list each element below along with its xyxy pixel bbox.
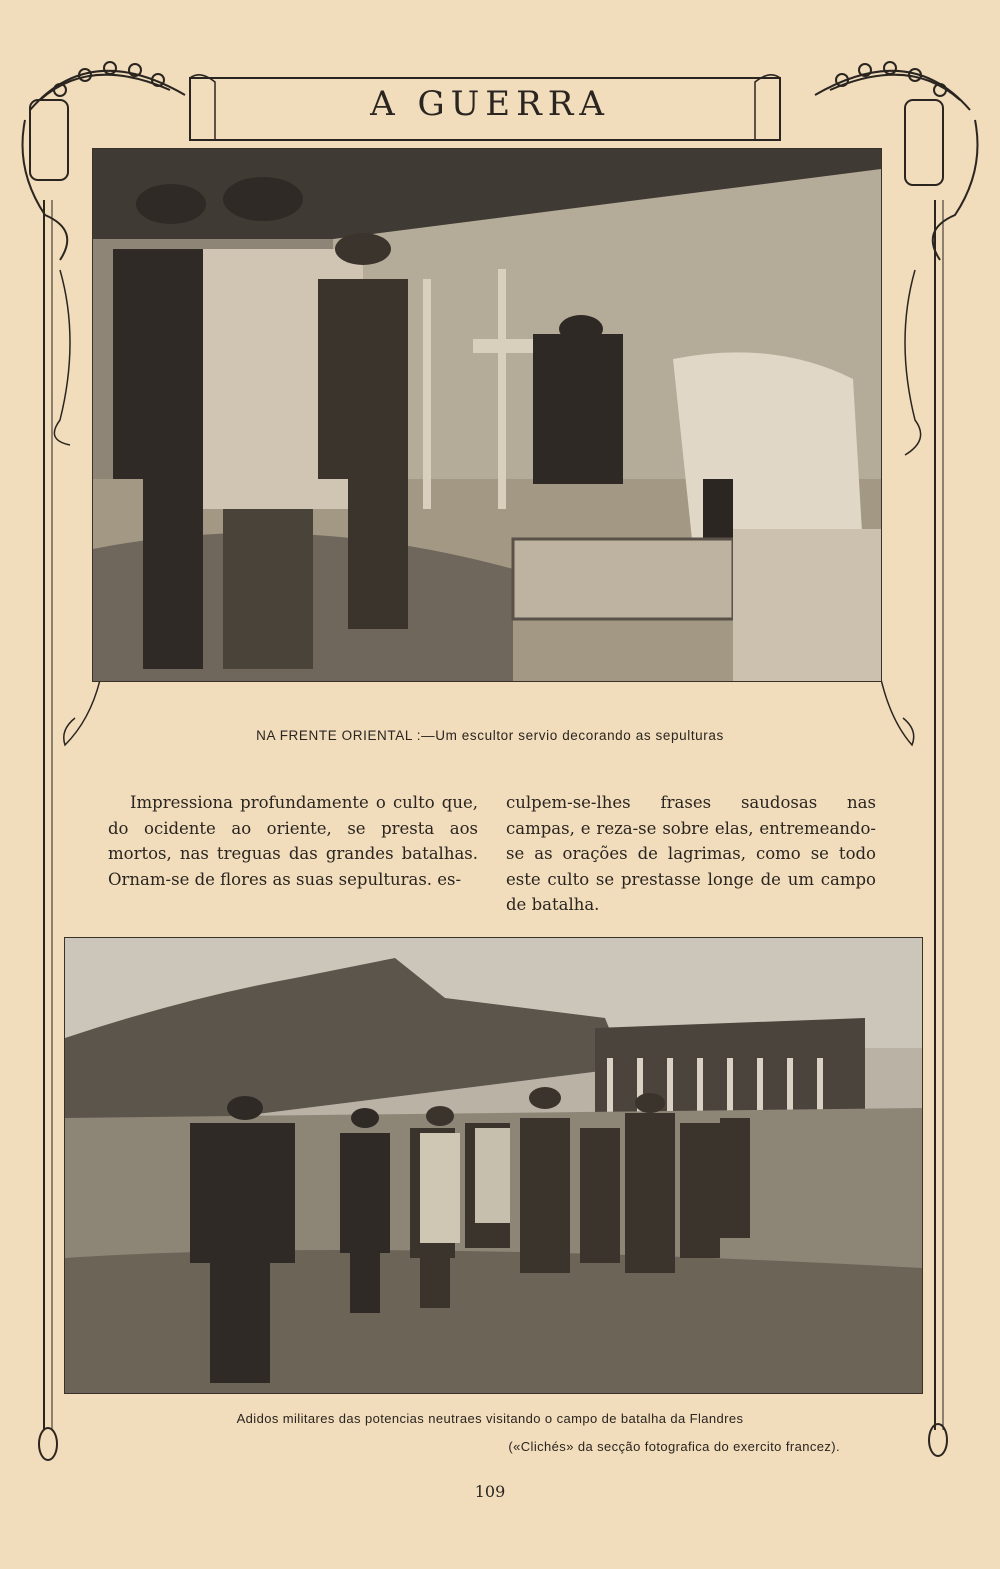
finial-right-icon: [929, 1424, 947, 1456]
photo-top-caption: NA FRENTE ORIENTAL :—Um escultor servio decorando as sepulturas: [256, 728, 724, 743]
photo-military-attaches-flanders: [64, 937, 923, 1394]
photo-credit: («Clichés» da secção fotografica do exercito francez).: [508, 1439, 840, 1454]
finial-left-icon: [39, 1428, 57, 1460]
article-right-column: culpem-se-lhes frases saudosas nas campas, e reza-se sobre elas, entremeando-se as orações de lagrimas, como se todo este culto se prestasse longe de um campo de batalha.: [506, 793, 876, 914]
page-number: 109: [474, 1482, 506, 1501]
photo-bottom-caption: Adidos militares das potencias neutraes visitando o campo de batalha da Flandres: [236, 1411, 744, 1426]
article-left-column: Impressiona profundamente o culto que, do ocidente ao oriente, se presta aos mortos, nas treguas das grandes batalhas. Ornam-se de flores as suas sepulturas. es-: [108, 793, 478, 889]
page-title: A GUERRA: [370, 84, 610, 124]
photo-sculptor-decorating-graves: [92, 148, 882, 682]
